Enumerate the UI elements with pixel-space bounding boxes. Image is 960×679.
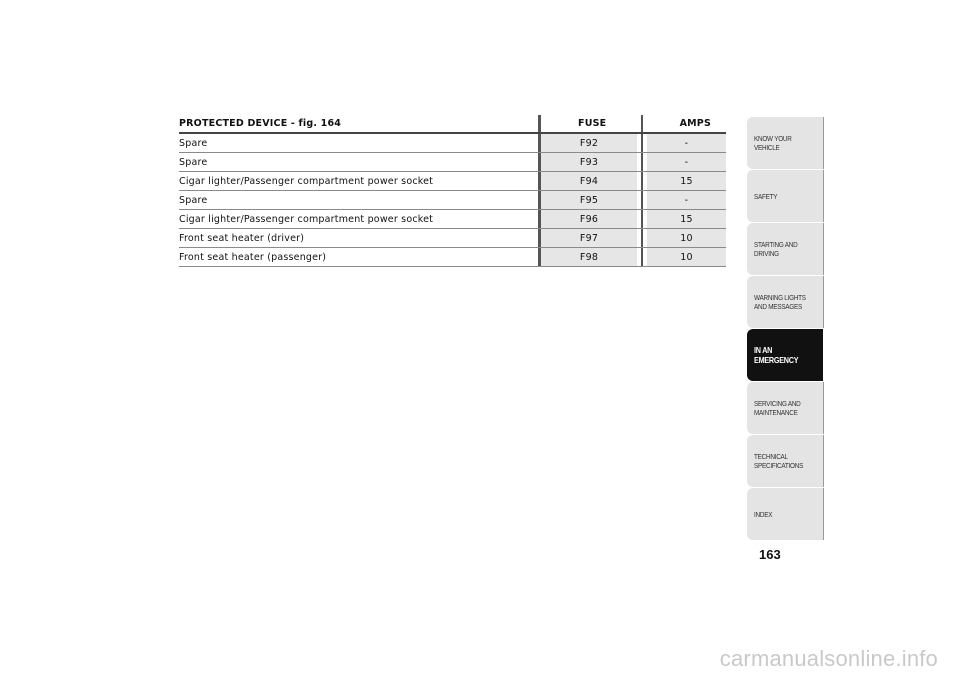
table-row — [179, 210, 726, 229]
tab-edge — [823, 382, 824, 434]
table-header-row — [179, 115, 726, 134]
tab-label: TECHNICAL SPECIFICATIONS — [754, 452, 804, 470]
fuse-cell: F96 — [541, 210, 637, 228]
header-amps: AMPS — [679, 118, 711, 129]
page-number: 163 — [759, 547, 781, 562]
amps-cell: - — [647, 134, 726, 152]
tab-edge — [823, 276, 824, 328]
amps-cell: 10 — [647, 248, 726, 266]
tab-edge — [823, 117, 824, 169]
tab-label: KNOW YOUR VEHICLE — [754, 134, 792, 152]
amps-cell: 15 — [647, 210, 726, 228]
fuse-cell: F97 — [541, 229, 637, 247]
tab-in-an-emergency[interactable] — [747, 329, 823, 381]
table-row — [179, 172, 726, 191]
tab-safety[interactable] — [747, 170, 823, 222]
device-cell: Front seat heater (passenger) — [179, 251, 327, 263]
amps-cell: - — [647, 153, 726, 171]
tab-label: WARNING LIGHTS AND MESSAGES — [754, 293, 806, 311]
tab-edge — [823, 435, 824, 487]
tab-edge — [823, 223, 824, 275]
tab-label: IN AN EMERGENCY — [754, 345, 799, 365]
section-tabs — [747, 117, 823, 541]
tab-edge — [823, 488, 824, 540]
tab-starting-and-driving[interactable] — [747, 223, 823, 275]
watermark: carmanualsonline.info — [719, 646, 938, 671]
tab-label: STARTING AND DRIVING — [754, 240, 798, 258]
tab-edge — [823, 170, 824, 222]
amps-cell: 15 — [647, 172, 726, 190]
device-cell: Spare — [179, 156, 208, 168]
device-cell: Spare — [179, 137, 208, 149]
device-cell: Spare — [179, 194, 208, 206]
fuse-cell: F93 — [541, 153, 637, 171]
device-cell: Cigar lighter/Passenger compartment power socket — [179, 175, 434, 187]
tab-technical-specifications[interactable] — [747, 435, 823, 487]
header-protected-device: PROTECTED DEVICE - fig. 164 — [179, 118, 342, 129]
device-cell: Cigar lighter/Passenger compartment power socket — [179, 213, 434, 225]
fuse-cell: F94 — [541, 172, 637, 190]
tab-know-your-vehicle[interactable] — [747, 117, 823, 169]
tab-label: SAFETY — [754, 191, 778, 201]
table-row — [179, 153, 726, 172]
device-cell: Front seat heater (driver) — [179, 232, 305, 244]
table-row — [179, 229, 726, 248]
amps-cell: 10 — [647, 229, 726, 247]
tab-warning-lights[interactable] — [747, 276, 823, 328]
tab-label: INDEX — [754, 509, 773, 519]
fuse-table — [179, 115, 726, 267]
header-fuse: FUSE — [578, 118, 607, 129]
table-row — [179, 248, 726, 267]
table-row — [179, 134, 726, 153]
table-row — [179, 191, 726, 210]
fuse-cell: F95 — [541, 191, 637, 209]
amps-cell: - — [647, 191, 726, 209]
tab-index[interactable] — [747, 488, 823, 540]
fuse-cell: F98 — [541, 248, 637, 266]
fuse-cell: F92 — [541, 134, 637, 152]
tab-label: SERVICING AND MAINTENANCE — [754, 399, 801, 417]
tab-servicing-and-maintenance[interactable] — [747, 382, 823, 434]
